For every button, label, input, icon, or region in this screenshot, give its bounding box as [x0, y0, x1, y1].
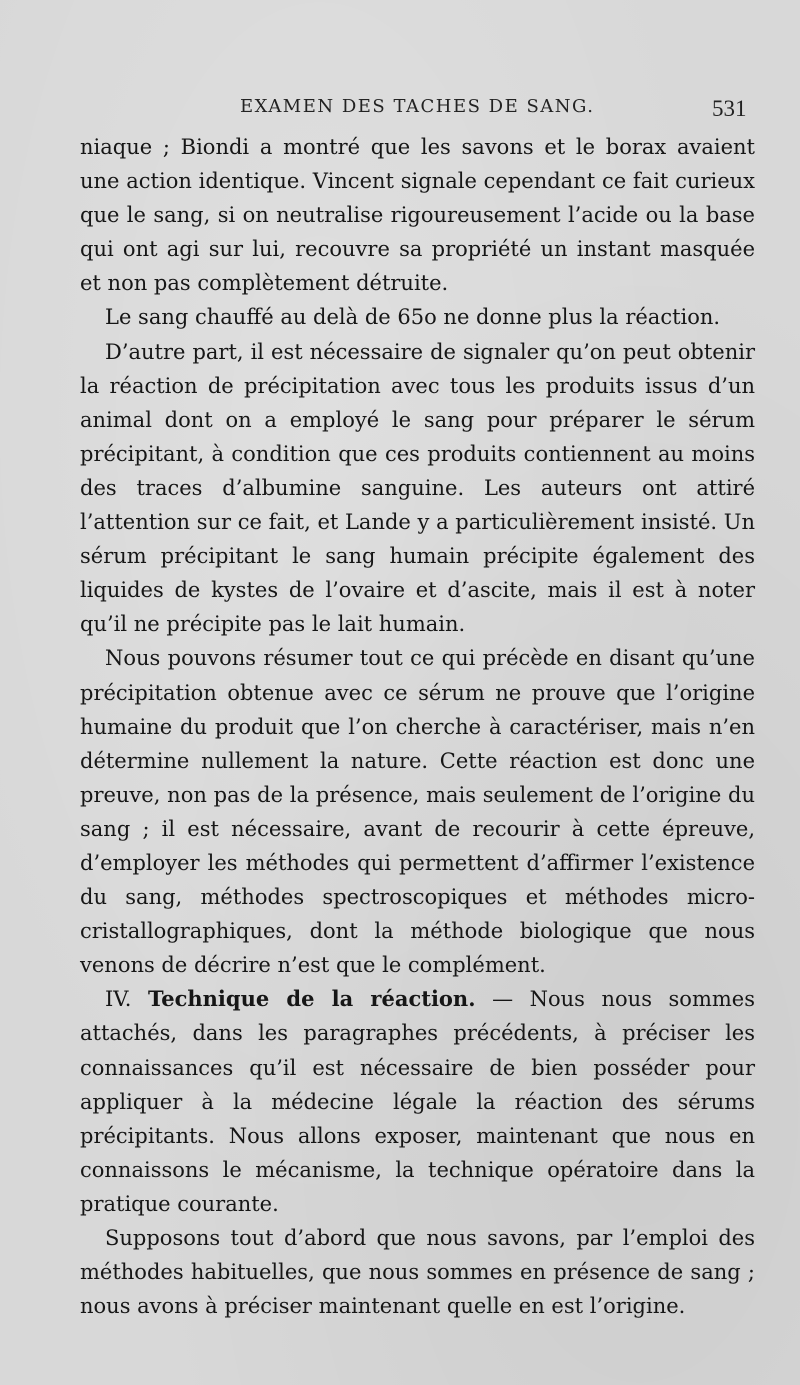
paragraph-continued: niaque ; Biondi a montré que les savons et le borax avaient une action identique. Vincent signale cependant ce fait curieux que le sang, si on neutralise rigoureusement l’acide ou la base qui ont agi sur lui, recouvre sa propriété un instant masquée et non pas complètement détruite.: [80, 135, 755, 296]
running-head: EXAMEN DES TACHES DE SANG.: [240, 96, 595, 117]
section-number: IV.: [105, 987, 132, 1012]
section-title: Technique de la réaction.: [148, 986, 476, 1012]
section-technique: [80, 982, 755, 1221]
body-text: [80, 130, 755, 1323]
paragraph-heated-blood: Le sang chauffé au delà de 65o ne donne plus la réaction.: [105, 305, 721, 330]
section-text: — Nous nous sommes attachés, dans les paragraphes précédents, à préciser les connaissances qu’il est nécessaire de bien posséder pour appliquer à la médecine légale la réaction des sérums précipitants. Nous allons exposer, maintenant que nous en connaissons le mécanisme, la technique opératoire dans la pratique courante.: [80, 987, 755, 1216]
paragraph-closing: Supposons tout d’abord que nous savons, par l’emploi des méthodes habituelles, que nous sommes en présence de sang ; nous avons à préciser maintenant quelle en est l’origine.: [80, 1226, 755, 1319]
page-number: 531: [712, 96, 747, 121]
paragraph-precipitation-products: D’autre part, il est nécessaire de signaler qu’on peut obtenir la réaction de précipitation avec tous les produits issus d’un animal dont on a employé le sang pour préparer le sérum précipitant, à condition que ces produits contiennent au moins des traces d’albumine sanguine. Les auteurs ont attiré l’attention sur ce fait, et Lande y a particulièrement insisté. Un sérum précipitant le sang humain précipite également des liquides de kystes de l’ovaire et d’ascite, mais il est à noter qu’il ne précipite pas le lait humain.: [80, 339, 755, 637]
paragraph-summary: Nous pouvons résumer tout ce qui précède en disant qu’une précipitation obtenue avec ce sérum ne prouve que l’origine humaine du produit que l’on cherche à caractériser, mais n’en détermine nullement la nature. Cette réaction est donc une preuve, non pas de la présence, mais seulement de l’origine du sang ; il est nécessaire, avant de recourir à cette épreuve, d’employer les méthodes qui permettent d’affirmer l’existence du sang, méthodes spectroscopiques et méthodes micro-cristallographiques, dont la méthode biologique que nous venons de décrire n’est que le complément.: [80, 646, 755, 978]
